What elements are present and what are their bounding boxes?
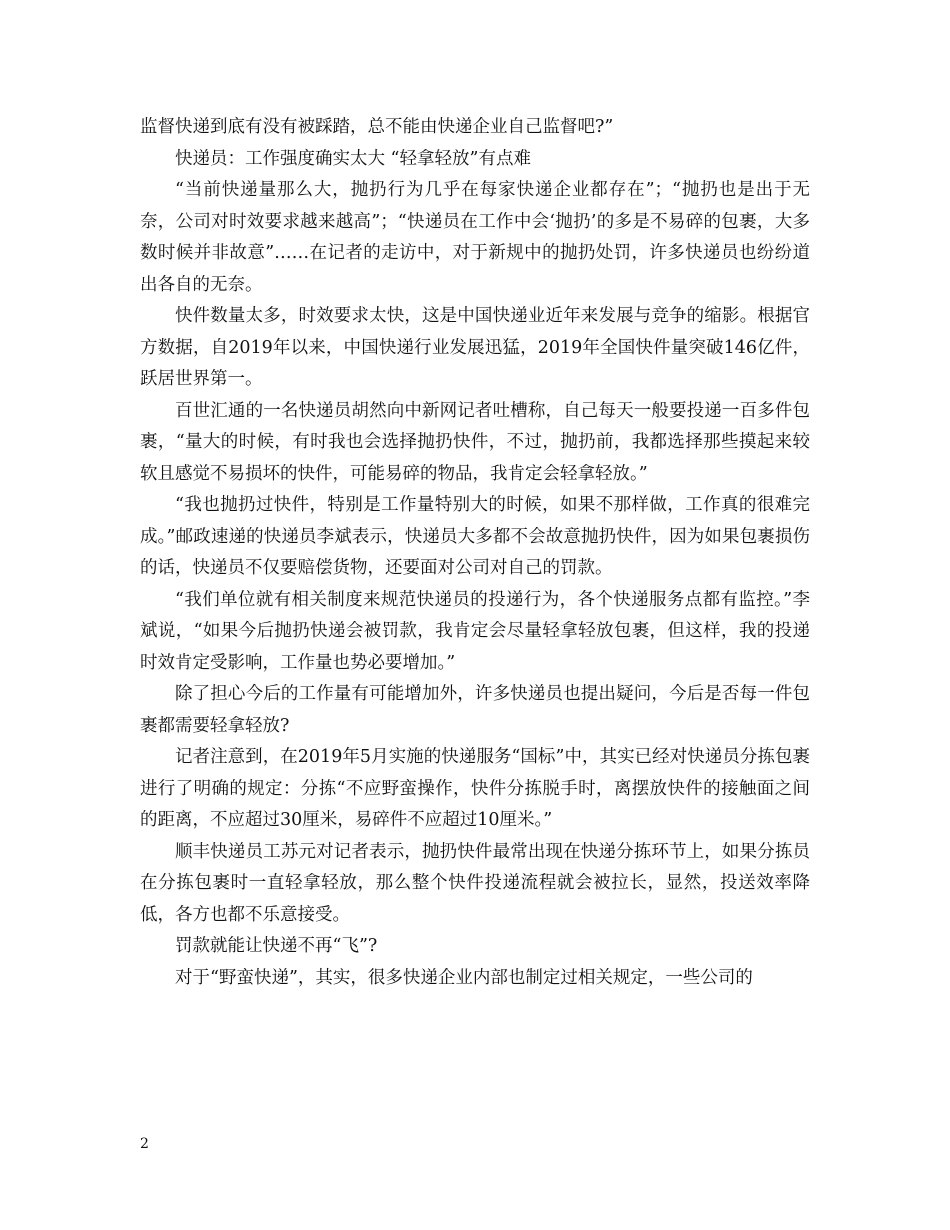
- paragraph: 对于“野蛮快递”，其实，很多快递企业内部也制定过相关规定，一些公司的: [175, 967, 753, 988]
- paragraph: 百世汇通的一名快递员胡然向中新网记者吐槽称，自己每天一般要投递一百多件包裹，“量大的时候，有时我也会选择抛扔快件，不过，抛扔前，我都选择那些摸起来较软且感觉不易损坏的快件，可能易碎的物品，我肯定会轻拿轻放。”: [140, 400, 810, 484]
- section-heading: 罚款就能让快递不再“飞”?: [175, 936, 378, 956]
- page-number: 2: [140, 1136, 149, 1152]
- paragraph: “我们单位就有相关制度来规范快递员的投递行为，各个快递服务点都有监控。”李斌说，“如果今后抛扔快递会被罚款，我肯定会尽量轻拿轻放包裹，但这样，我的投递时效肯定受影响，工作量也势必要增加。”: [140, 589, 810, 673]
- section-heading: 快递员：工作强度确实太大 “轻拿轻放”有点难: [175, 148, 531, 169]
- paragraph: 除了担心今后的工作量有可能增加外，许多快递员也提出疑问，今后是否每一件包裹都需要轻拿轻放?: [140, 684, 810, 736]
- paragraph: 监督快递到底有没有被踩踏，总不能由快递企业自己监督吧?”: [140, 117, 614, 137]
- paragraph: 顺丰快递员工苏元对记者表示，抛扔快件最常出现在快递分拣环节上，如果分拣员在分拣包裹时一直轻拿轻放，那么整个快件投递流程就会被拉长，显然，投送效率降低，各方也都不乐意接受。: [140, 841, 810, 925]
- paragraph: 记者注意到，在2019年5月实施的快递服务“国标”中，其实已经对快递员分拣包裹进行了明确的规定：分拣“不应野蛮操作，快件分拣脱手时，离摆放快件的接触面之间的距离，不应超过30厘米，易碎件不应超过10厘米。”: [140, 747, 810, 830]
- article-body: [140, 112, 810, 994]
- paragraph: “当前快递量那么大，抛扔行为几乎在每家快递企业都存在”；“抛扔也是出于无奈，公司对时效要求越来越高”；“快递员在工作中会‘抛扔’的多是不易碎的包裹，大多数时候并非故意”……在记者的走访中，对于新规中的抛扔处罚，许多快递员也纷纷道出各自的无奈。: [140, 180, 810, 295]
- paragraph: “我也抛扔过快件，特别是工作量特别大的时候，如果不那样做，工作真的很难完成。”邮政速递的快递员李斌表示，快递员大多都不会故意抛扔快件，因为如果包裹损伤的话，快递员不仅要赔偿货物，还要面对公司对自己的罚款。: [140, 495, 810, 578]
- paragraph: 快件数量太多，时效要求太快，这是中国快递业近年来发展与竞争的缩影。根据官方数据，自2019年以来，中国快递行业发展迅猛，2019年全国快件量突破146亿件，跃居世界第一。: [140, 306, 810, 389]
